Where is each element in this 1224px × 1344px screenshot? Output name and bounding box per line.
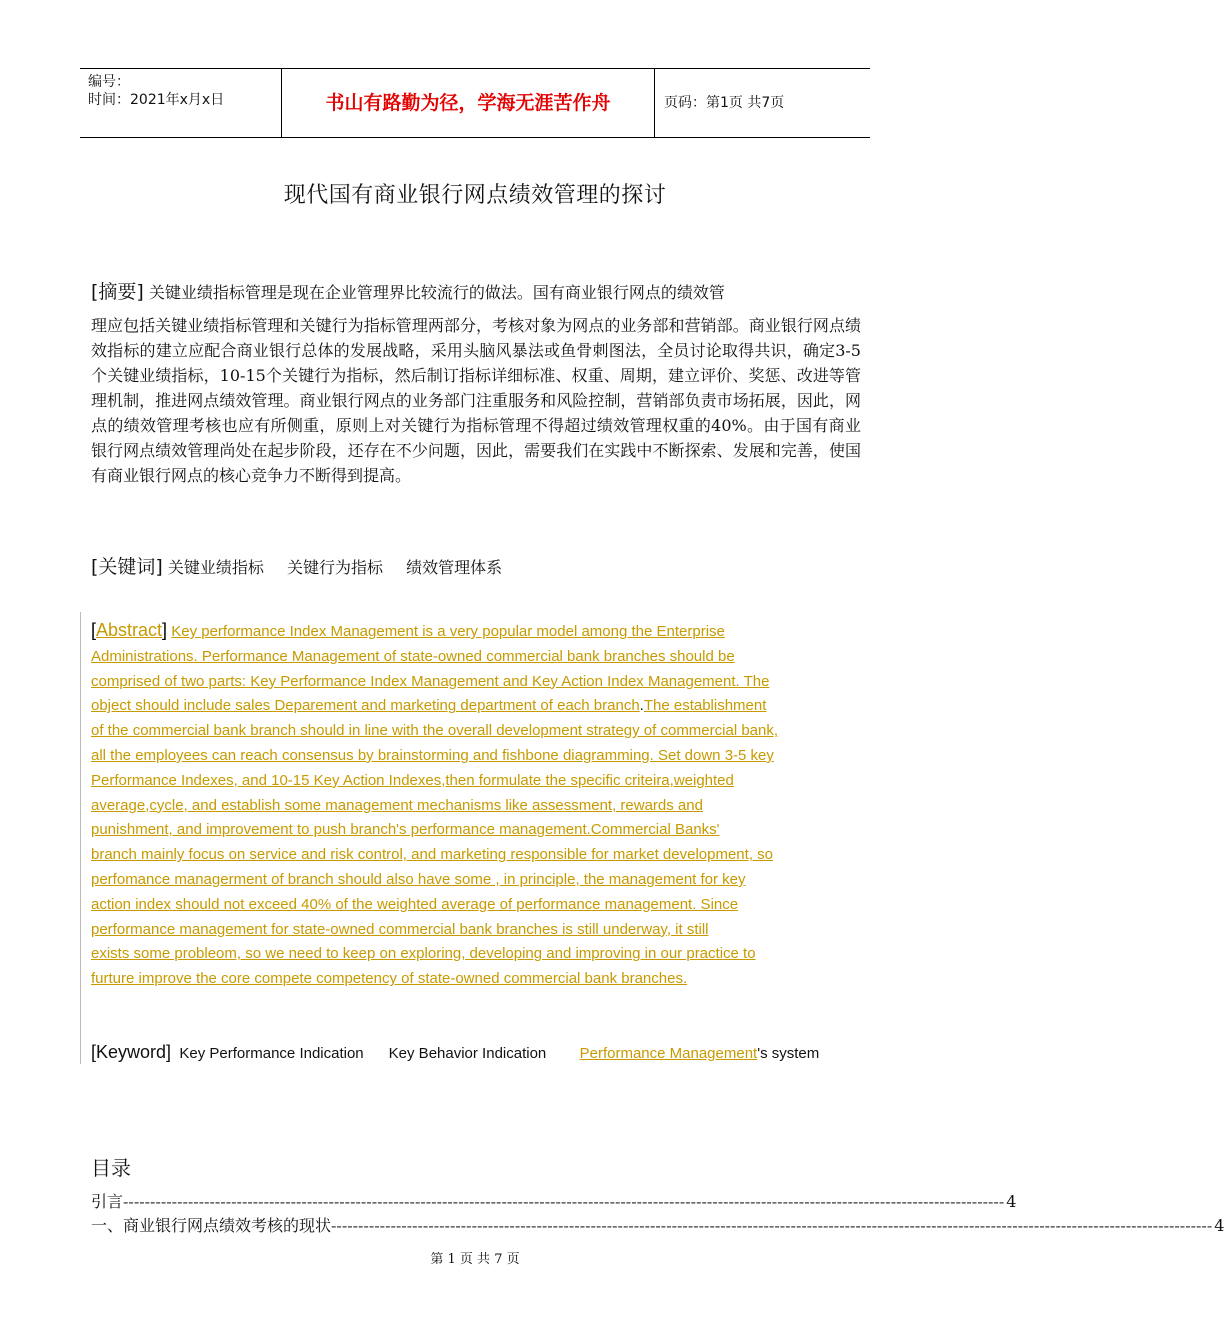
abstract-en-line[interactable]: Administrations. Performance Management of state-owned commercial bank branches should be (91, 647, 735, 665)
keywords-en (91, 1040, 863, 1066)
toc-row-label: 引言 (91, 1192, 124, 1211)
abstract-en-line[interactable]: branch mainly focus on service and risk control, and marketing responsible for market development, so (91, 846, 773, 864)
abstract-en-period: . (639, 697, 644, 715)
header-page-info: 页码：第1页 共7页 (664, 95, 785, 111)
toc-leader: ------------------------------------------------------------------------------------------------------------------------------------------------------------------- (123, 1192, 1005, 1211)
abstract-en-line[interactable]: object should include sales Deparement and marketing department of each branch (91, 697, 640, 715)
page-header (80, 68, 870, 138)
margin-rule (80, 612, 81, 1064)
abstract-en-line[interactable]: The establishment (643, 697, 767, 715)
keyword-cn-1: 关键业绩指标 (167, 558, 264, 577)
abstract-en-bracket-close: ] (162, 620, 168, 640)
abstract-en-line[interactable]: Performance Indexes, and 10-15 Key Action Indexes,then formulate the specific criteira,weighted (91, 771, 734, 789)
abstract-en-line[interactable]: average,cycle, and establish some management mechanisms like assessment, rewards and (91, 796, 703, 814)
number-label: 编号： (88, 74, 130, 90)
abstract-en-bracket: [ (91, 620, 97, 640)
page-footer: 第 1 页 共 7 页 (430, 1252, 520, 1267)
abstract-en-line[interactable]: punishment, and improvement to push branch's performance management.Commercial Banks' (91, 821, 720, 839)
abstract-cn-first-line: 关键业绩指标管理是现在企业管理界比较流行的做法。国有商业银行网点的绩效管 (148, 283, 725, 302)
table-of-contents (91, 1190, 1224, 1238)
toc-row[interactable] (91, 1214, 1224, 1238)
keywords-cn-label: [关键词] (91, 556, 163, 578)
keyword-en-2: Key Behavior Indication (388, 1045, 547, 1062)
keyword-en-1: Key Performance Indication (179, 1045, 364, 1062)
abstract-en-line[interactable]: action index should not exceed 40% of the weighted average of performance management. Since (91, 895, 739, 913)
header-meta (80, 69, 282, 137)
header-motto: 书山有路勤为径，学海无涯苦作舟 (282, 69, 655, 137)
abstract-en-line[interactable]: exists some probleom, so we need to keep on exploring, developing and improving in our practice to (91, 945, 756, 963)
keyword-cn-3: 绩效管理体系 (406, 558, 503, 577)
toc-heading: 目录 (91, 1156, 131, 1180)
keyword-en-3-tail: 's system (757, 1045, 820, 1062)
abstract-en (91, 618, 863, 992)
abstract-en-line[interactable]: performance management for state-owned commercial bank branches is still underway, it still (91, 920, 709, 938)
abstract-en-line[interactable]: Key performance Index Management is a very popular model among the Enterprise (171, 623, 725, 640)
toc-row[interactable] (91, 1190, 1017, 1214)
abstract-en-line[interactable]: perfomance managerment of branch should also have some , in principle, the management for key (91, 870, 746, 888)
toc-leader: ------------------------------------------------------------------------------------------------------------------------------------------------------------------- (331, 1216, 1213, 1235)
toc-row-page: 4 (1214, 1216, 1224, 1235)
toc-row-page: 4 (1006, 1192, 1017, 1211)
abstract-en-line[interactable]: of the commercial bank branch should in line with the overall development strategy of commercial bank, (91, 722, 779, 740)
keywords-cn (91, 552, 861, 579)
abstract-cn (91, 280, 861, 488)
abstract-en-line[interactable]: furture improve the core compete competency of state-owned commercial bank branches. (91, 970, 688, 988)
keyword-cn-2: 关键行为指标 (287, 558, 384, 577)
abstract-en-line[interactable]: comprised of two parts: Key Performance Index Management and Key Action Index Management. The (91, 672, 770, 690)
document-title: 现代国有商业银行网点绩效管理的探讨 (283, 183, 667, 208)
keyword-en-3-link[interactable]: Performance Management (579, 1045, 758, 1062)
abstract-cn-body: 理应包括关键业绩指标管理和关键行为指标管理两部分，考核对象为网点的业务部和营销部。商业银行网点绩效指标的建立应配合商业银行总体的发展战略，采用头脑风暴法或鱼骨刺图法，全员讨论取得共识，确定3-5个关键业绩指标，10-15个关键行为指标，然后制订指标详细标准、权重、周期，建立评价、奖惩、改进等管理机制，推进网点绩效管理。商业银行网点的业务部门注重服务和风险控制，营销部负责市场拓展，因此，网点的绩效管理考核也应有所侧重，原则上对关键行为指标管理不得超过绩效管理权重的40%。由于国有商业银行网点绩效管理尚处在起步阶段，还存在不少问题，因此，需要我们在实践中不断探索、发展和完善，使国有商业银行网点的核心竞争力不断得到提高。 (91, 316, 861, 485)
abstract-en-line[interactable]: all the employees can reach consensus by brainstorming and fishbone diagramming. Set down 3-5 key (91, 746, 774, 764)
abstract-cn-label: [摘要] (91, 281, 144, 303)
keywords-en-label: [Keyword] (91, 1042, 172, 1062)
date-label: 时间：2021年x月x日 (88, 92, 225, 108)
abstract-en-label[interactable]: Abstract (96, 620, 163, 640)
toc-row-label: 一、商业银行网点绩效考核的现状 (91, 1216, 332, 1235)
